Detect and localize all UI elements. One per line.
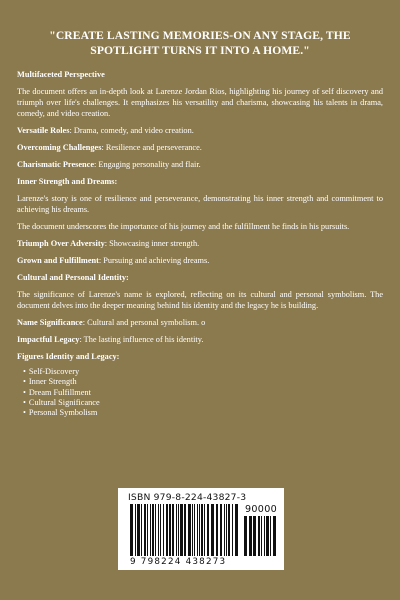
paragraph-inner-strength-1: Larenze's story is one of resilience and perseverance, demonstrating his inner strength and commitment to achieving his dreams. [17, 194, 383, 214]
barcode-graphic [124, 504, 278, 559]
term-triumph: Triumph Over Adversity [17, 239, 105, 248]
heading-cultural: Cultural and Personal Identity: [17, 273, 129, 282]
list-item: • Self-Discovery [23, 367, 383, 377]
barcode-stripe [158, 504, 159, 556]
barcode-stripe [130, 504, 133, 556]
desc-legacy: : The lasting influence of his identity. [79, 335, 204, 344]
item-name-significance [17, 317, 383, 328]
heading-inner-strength: Inner Strength and Dreams: [17, 177, 118, 186]
desc-versatile-roles: : Drama, comedy, and video creation. [69, 126, 194, 135]
barcode-stripe [197, 504, 198, 556]
paragraph-cultural: The significance of Larenze's name is explored, reflecting on its cultural and personal symbolism. The document delves into the deeper meaning behind his identity and the legacy he is building. [17, 290, 383, 310]
barcode-stripe [169, 504, 171, 556]
barcode-stripe [155, 504, 156, 556]
barcode-stripe [176, 504, 177, 556]
barcode-stripe [135, 504, 136, 556]
barcode-stripe [224, 504, 225, 556]
item-growth [17, 255, 383, 266]
barcode-stripe [261, 516, 262, 556]
barcode-stripe [235, 504, 238, 556]
barcode-stripe [232, 504, 233, 556]
price-code-bars [244, 516, 278, 556]
isbn-barcode [118, 488, 284, 570]
barcode-stripe [152, 504, 154, 556]
paragraph-inner-strength-2: The document underscores the importance of his journey and the fulfillment he finds in his pursuits. [17, 222, 350, 231]
list-item: • Cultural Significance [23, 398, 383, 408]
item-legacy [17, 334, 383, 345]
barcode-stripe [201, 504, 203, 556]
barcode-stripe [192, 504, 193, 556]
barcode-stripe [144, 504, 146, 556]
barcode-stripe [249, 516, 252, 556]
item-charisma [17, 159, 383, 170]
item-versatile-roles [17, 125, 383, 136]
figures-bullet-list [17, 367, 383, 418]
barcode-stripe [147, 504, 148, 556]
barcode-stripe [258, 516, 260, 556]
list-item: • Dream Fulfillment [23, 388, 383, 398]
barcode-stripe [220, 504, 222, 556]
barcode-stripe [207, 504, 209, 556]
barcode-stripe [137, 504, 140, 556]
term-growth: Grown and Fulfillment [17, 256, 99, 265]
barcode-stripe [244, 516, 247, 556]
term-name-significance: Name Significance [17, 318, 83, 327]
barcode-stripe [180, 504, 183, 556]
barcode-stripe [188, 504, 191, 556]
barcode-stripe [166, 504, 168, 556]
list-item: • Inner Strength [23, 377, 383, 387]
barcode-stripe [199, 504, 200, 556]
barcode-stripe [216, 504, 218, 556]
isbn-number: ISBN 979-8-224-43827-3 [128, 492, 247, 503]
heading-perspective: Multifaceted Perspective [17, 70, 105, 79]
price-code: 90000 [245, 504, 278, 515]
cover-quote: "CREATE LASTING MEMORIES-ON ANY STAGE, THE SPOTLIGHT TURNS IT INTO A HOME." [49, 29, 351, 57]
barcode-stripe [211, 504, 214, 556]
barcode-stripe [178, 504, 179, 556]
barcode-stripe [172, 504, 174, 556]
barcode-stripe [266, 516, 269, 556]
item-triumph [17, 238, 383, 249]
barcode-digits: 9 798224 438273 [130, 557, 227, 567]
desc-name-significance: : Cultural and personal symbolism. o [82, 318, 206, 327]
barcode-stripe [226, 504, 227, 556]
barcode-stripe [163, 504, 164, 556]
list-item: • Personal Symbolism [23, 408, 383, 418]
item-overcoming [17, 142, 383, 153]
term-overcoming: Overcoming Challenges [17, 143, 102, 152]
paragraph-perspective: The document offers an in-depth look at Larenze Jordan Rios, highlighting his journey of self discovery and triumph over life's challenges. It emphasizes his versatility and charisma, showcasing his talents in drama, comedy, and video creation. [17, 87, 383, 118]
barcode-stripe [270, 516, 271, 556]
barcode-stripe [194, 504, 195, 556]
term-charisma: Charismatic Presence [17, 160, 95, 169]
heading-figures: Figures Identity and Legacy: [17, 352, 120, 361]
barcode-stripe [264, 516, 265, 556]
term-versatile-roles: Versatile Roles [17, 126, 70, 135]
barcode-stripe [160, 504, 161, 556]
barcode-stripe [228, 504, 230, 556]
desc-growth: : Pursuing and achieving dreams. [98, 256, 210, 265]
barcode-stripe [184, 504, 186, 556]
barcode-stripe [141, 504, 142, 556]
desc-triumph: : Showcasing inner strength. [104, 239, 200, 248]
barcode-bars [130, 504, 240, 556]
barcode-stripe [253, 516, 256, 556]
desc-overcoming: : Resilience and perseverance. [101, 143, 202, 152]
barcode-stripe [150, 504, 151, 556]
term-legacy: Impactful Legacy [17, 335, 80, 344]
barcode-stripe [273, 516, 276, 556]
barcode-stripe [204, 504, 205, 556]
desc-charisma: : Engaging personality and flair. [94, 160, 201, 169]
